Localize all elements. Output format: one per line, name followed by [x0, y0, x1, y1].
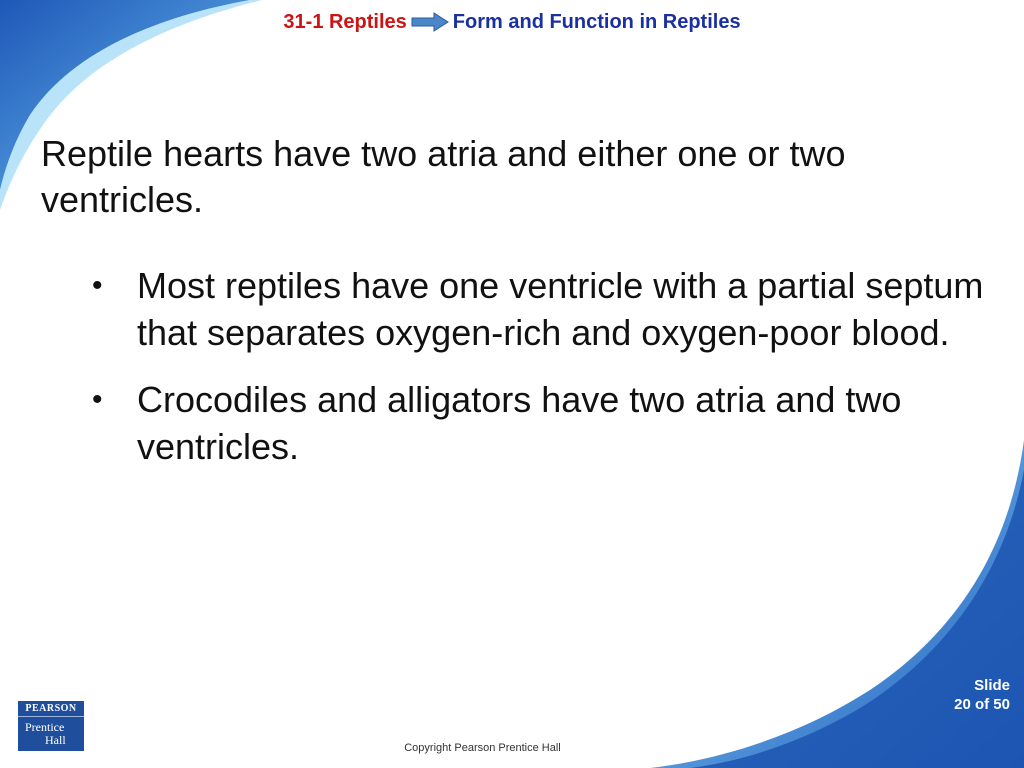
bullet-text: Most reptiles have one ventricle with a partial septum that separates oxygen-rich and oxygen-poor blood.	[137, 265, 984, 353]
logo-line1: Prentice	[25, 720, 65, 734]
list-item	[92, 262, 1002, 356]
logo-line2: Hall	[45, 733, 66, 747]
slide-header	[0, 9, 1024, 35]
publisher-logo	[18, 701, 84, 751]
arrow-right-icon	[410, 11, 450, 33]
slide-title: Form and Function in Reptiles	[452, 10, 741, 33]
list-item	[92, 376, 1002, 470]
bullet-dot-icon: •	[92, 383, 103, 416]
slide-label: Slide	[974, 677, 1010, 694]
slide-count: 20 of 50	[954, 696, 1010, 713]
slide-counter	[954, 676, 1010, 714]
logo-top-text: PEARSON	[18, 701, 84, 717]
bullet-list	[92, 262, 1002, 490]
bullet-dot-icon: •	[92, 269, 103, 302]
copyright-text: Copyright Pearson Prentice Hall	[404, 742, 561, 754]
bullet-text: Crocodiles and alligators have two atria and two ventricles.	[137, 379, 902, 467]
section-label: 31-1 Reptiles	[283, 10, 407, 33]
intro-text: Reptile hearts have two atria and either one or two ventricles.	[41, 133, 846, 220]
